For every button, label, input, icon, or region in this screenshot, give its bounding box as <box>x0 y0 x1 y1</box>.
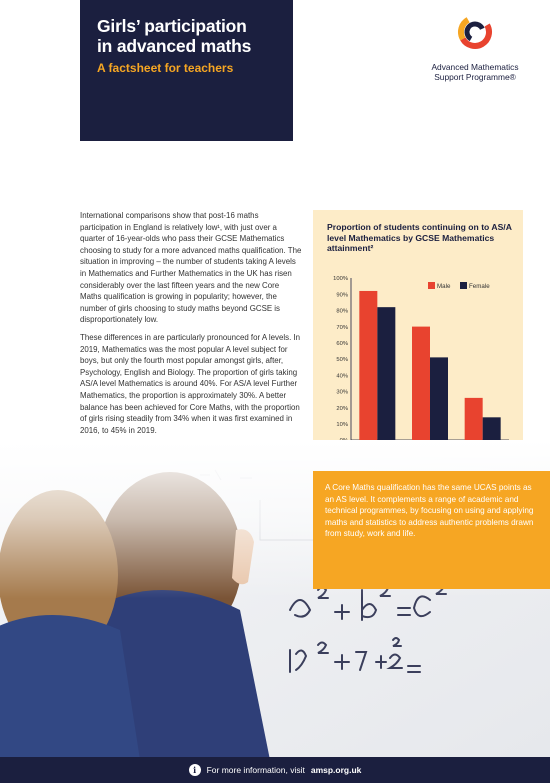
logo-line-2: Support Programme® <box>434 72 516 82</box>
bar-male-1 <box>412 327 430 440</box>
bar-female-1 <box>430 357 448 440</box>
header-banner <box>80 0 293 141</box>
footer <box>0 757 550 783</box>
y-tick-label: 40% <box>336 373 348 380</box>
page-subtitle: A factsheet for teachers <box>97 61 234 75</box>
page-title <box>97 16 293 56</box>
y-tick-label: 70% <box>336 324 348 331</box>
logo-line-1: Advanced Mathematics <box>431 62 519 72</box>
y-tick-label: 80% <box>336 308 348 315</box>
y-tick-label: 50% <box>336 357 348 364</box>
bar-male-2 <box>465 398 483 440</box>
footer-text: For more information, visit <box>206 765 305 775</box>
legend-swatch-female <box>460 282 467 289</box>
legend-swatch-male <box>428 282 435 289</box>
footer-link[interactable]: amsp.org.uk <box>310 765 362 775</box>
title-line-2: in advanced maths <box>97 36 252 56</box>
y-tick-label: 90% <box>336 292 348 299</box>
logo-text <box>420 62 530 82</box>
y-tick-label: 10% <box>336 422 348 428</box>
y-tick-label: 100% <box>333 276 348 283</box>
core-maths-callout: A Core Maths qualification has the same UCAS points as an AS level. It complements a range of academic and technical programmes, by focusing on using and applying maths and statistics to address authentic problems drawn from study, work and life. <box>313 471 550 589</box>
bar-female-2 <box>483 417 501 440</box>
bar-chart <box>313 210 523 470</box>
title-line-1: Girls’ participation <box>97 16 247 36</box>
chart-title: Proportion of students continuing on to AS/A level Mathematics by GCSE Mathematics attainment² <box>327 222 512 254</box>
bar-male-0 <box>359 291 377 440</box>
amsp-logo <box>420 14 530 94</box>
info-icon: i <box>189 764 201 776</box>
y-tick-label: 30% <box>336 389 348 396</box>
amsp-logo-mark-icon <box>457 14 493 50</box>
legend-label: Female <box>469 283 490 290</box>
body-text <box>80 210 302 442</box>
y-tick-label: 60% <box>336 341 348 347</box>
legend-label: Male <box>437 283 451 290</box>
body-paragraph-1: International comparisons show that post-16 maths participation in England is relatively low¹, with just over a quarter of 16-year-olds who pass their GCSE Mathematics choosing to study for a more advanced maths qualification. The situation in improving – the number of students taking A levels in Mathematics and Further Mathematics in the UK has risen considerably over the last fifteen years and the new Core Maths qualification is growing in popularity; however, the number of girls choosing to study maths beyond GCSE is disproportionately low. <box>80 211 302 325</box>
y-tick-label: 20% <box>336 405 348 412</box>
bar-female-0 <box>377 307 395 440</box>
body-paragraph-2: These differences in are particularly pronounced for A levels. In 2019, Mathematics was the most popular A level subject for boys, but only the fourth most popular amongst girls, after, Psychology, English and Biology. The proportion of girls taking AS/A level Mathematics is around 40%. For AS/A level Further Mathematics, the proportion is approximately 30%. A better balance has been achieved for Core Maths, with the proportion of girls rising steadily from 34% when it was first examined in 2016, to 45% in 2019. <box>80 332 301 435</box>
chart-panel <box>313 210 523 470</box>
